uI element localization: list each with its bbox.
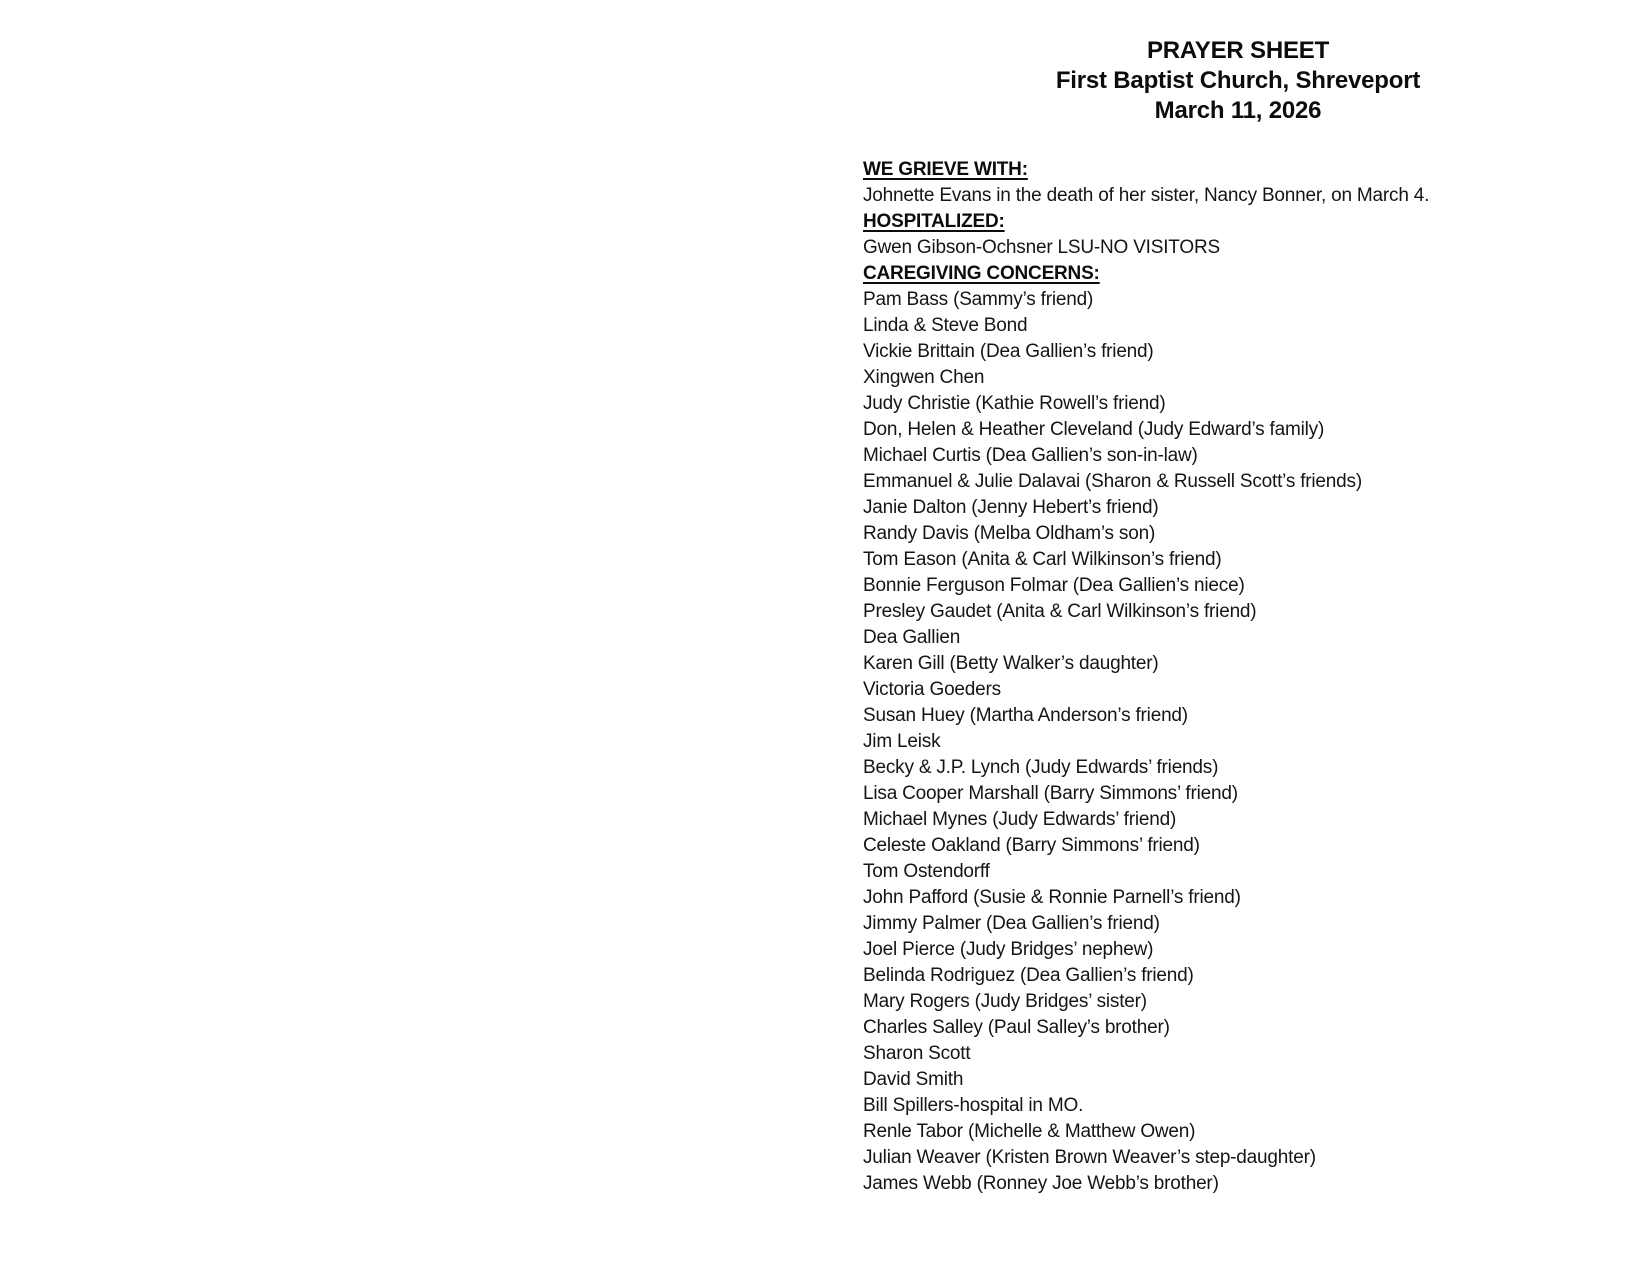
prayer-line: Joel Pierce (Judy Bridges’ nephew): [863, 939, 1154, 960]
prayer-line: Don, Helen & Heather Cleveland (Judy Edward’s family): [863, 419, 1325, 440]
prayer-line: Michael Mynes (Judy Edwards’ friend): [863, 809, 1177, 830]
prayer-line: Bonnie Ferguson Folmar (Dea Gallien’s niece): [863, 575, 1245, 596]
prayer-line: Celeste Oakland (Barry Simmons’ friend): [863, 835, 1200, 856]
document-body: [863, 157, 1613, 1197]
prayer-line: Janie Dalton (Jenny Hebert’s friend): [863, 497, 1159, 518]
prayer-line: John Pafford (Susie & Ronnie Parnell’s friend): [863, 887, 1241, 908]
prayer-line: Victoria Goeders: [863, 679, 1001, 700]
prayer-line: Becky & J.P. Lynch (Judy Edwards’ friends): [863, 757, 1219, 778]
church-name: First Baptist Church, Shreveport: [1055, 67, 1421, 94]
prayer-line: Susan Huey (Martha Anderson’s friend): [863, 705, 1188, 726]
prayer-line: Lisa Cooper Marshall (Barry Simmons’ friend): [863, 783, 1238, 804]
prayer-line: Mary Rogers (Judy Bridges’ sister): [863, 991, 1147, 1012]
document-date: March 11, 2026: [1154, 97, 1322, 124]
prayer-line: Xingwen Chen: [863, 367, 985, 388]
prayer-line: Tom Ostendorff: [863, 861, 990, 882]
prayer-line: Judy Christie (Kathie Rowell’s friend): [863, 393, 1166, 414]
prayer-line: Michael Curtis (Dea Gallien’s son-in-law): [863, 445, 1198, 466]
prayer-line: Jimmy Palmer (Dea Gallien’s friend): [863, 913, 1160, 934]
prayer-line: Pam Bass (Sammy’s friend): [863, 289, 1094, 310]
prayer-line: Linda & Steve Bond: [863, 315, 1028, 336]
prayer-line: Julian Weaver (Kristen Brown Weaver’s step-daughter): [863, 1147, 1316, 1168]
section-heading: WE GRIEVE WITH:: [863, 159, 1028, 180]
prayer-line: David Smith: [863, 1069, 964, 1090]
prayer-line: Karen Gill (Betty Walker’s daughter): [863, 653, 1159, 674]
prayer-line: Emmanuel & Julie Dalavai (Sharon & Russell Scott’s friends): [863, 471, 1362, 492]
prayer-line: Belinda Rodriguez (Dea Gallien’s friend): [863, 965, 1194, 986]
prayer-line: Presley Gaudet (Anita & Carl Wilkinson’s friend): [863, 601, 1257, 622]
prayer-line: James Webb (Ronney Joe Webb’s brother): [863, 1173, 1219, 1194]
prayer-line: Vickie Brittain (Dea Gallien’s friend): [863, 341, 1154, 362]
prayer-line: Dea Gallien: [863, 627, 961, 648]
page-content: [863, 36, 1613, 1197]
document-header: [863, 36, 1613, 126]
prayer-line: Sharon Scott: [863, 1043, 971, 1064]
prayer-line: Charles Salley (Paul Salley’s brother): [863, 1017, 1170, 1038]
section-heading: CAREGIVING CONCERNS:: [863, 263, 1100, 284]
prayer-line: Renle Tabor (Michelle & Matthew Owen): [863, 1121, 1196, 1142]
section-heading: HOSPITALIZED:: [863, 211, 1005, 232]
prayer-line: Jim Leisk: [863, 731, 941, 752]
document-title: PRAYER SHEET: [1146, 37, 1330, 64]
prayer-line: Tom Eason (Anita & Carl Wilkinson’s friend): [863, 549, 1222, 570]
prayer-line: Bill Spillers-hospital in MO.: [863, 1095, 1084, 1116]
prayer-line: Randy Davis (Melba Oldham’s son): [863, 523, 1156, 544]
prayer-line: Gwen Gibson-Ochsner LSU-NO VISITORS: [863, 237, 1220, 258]
prayer-line: Johnette Evans in the death of her sister, Nancy Bonner, on March 4.: [863, 185, 1430, 206]
